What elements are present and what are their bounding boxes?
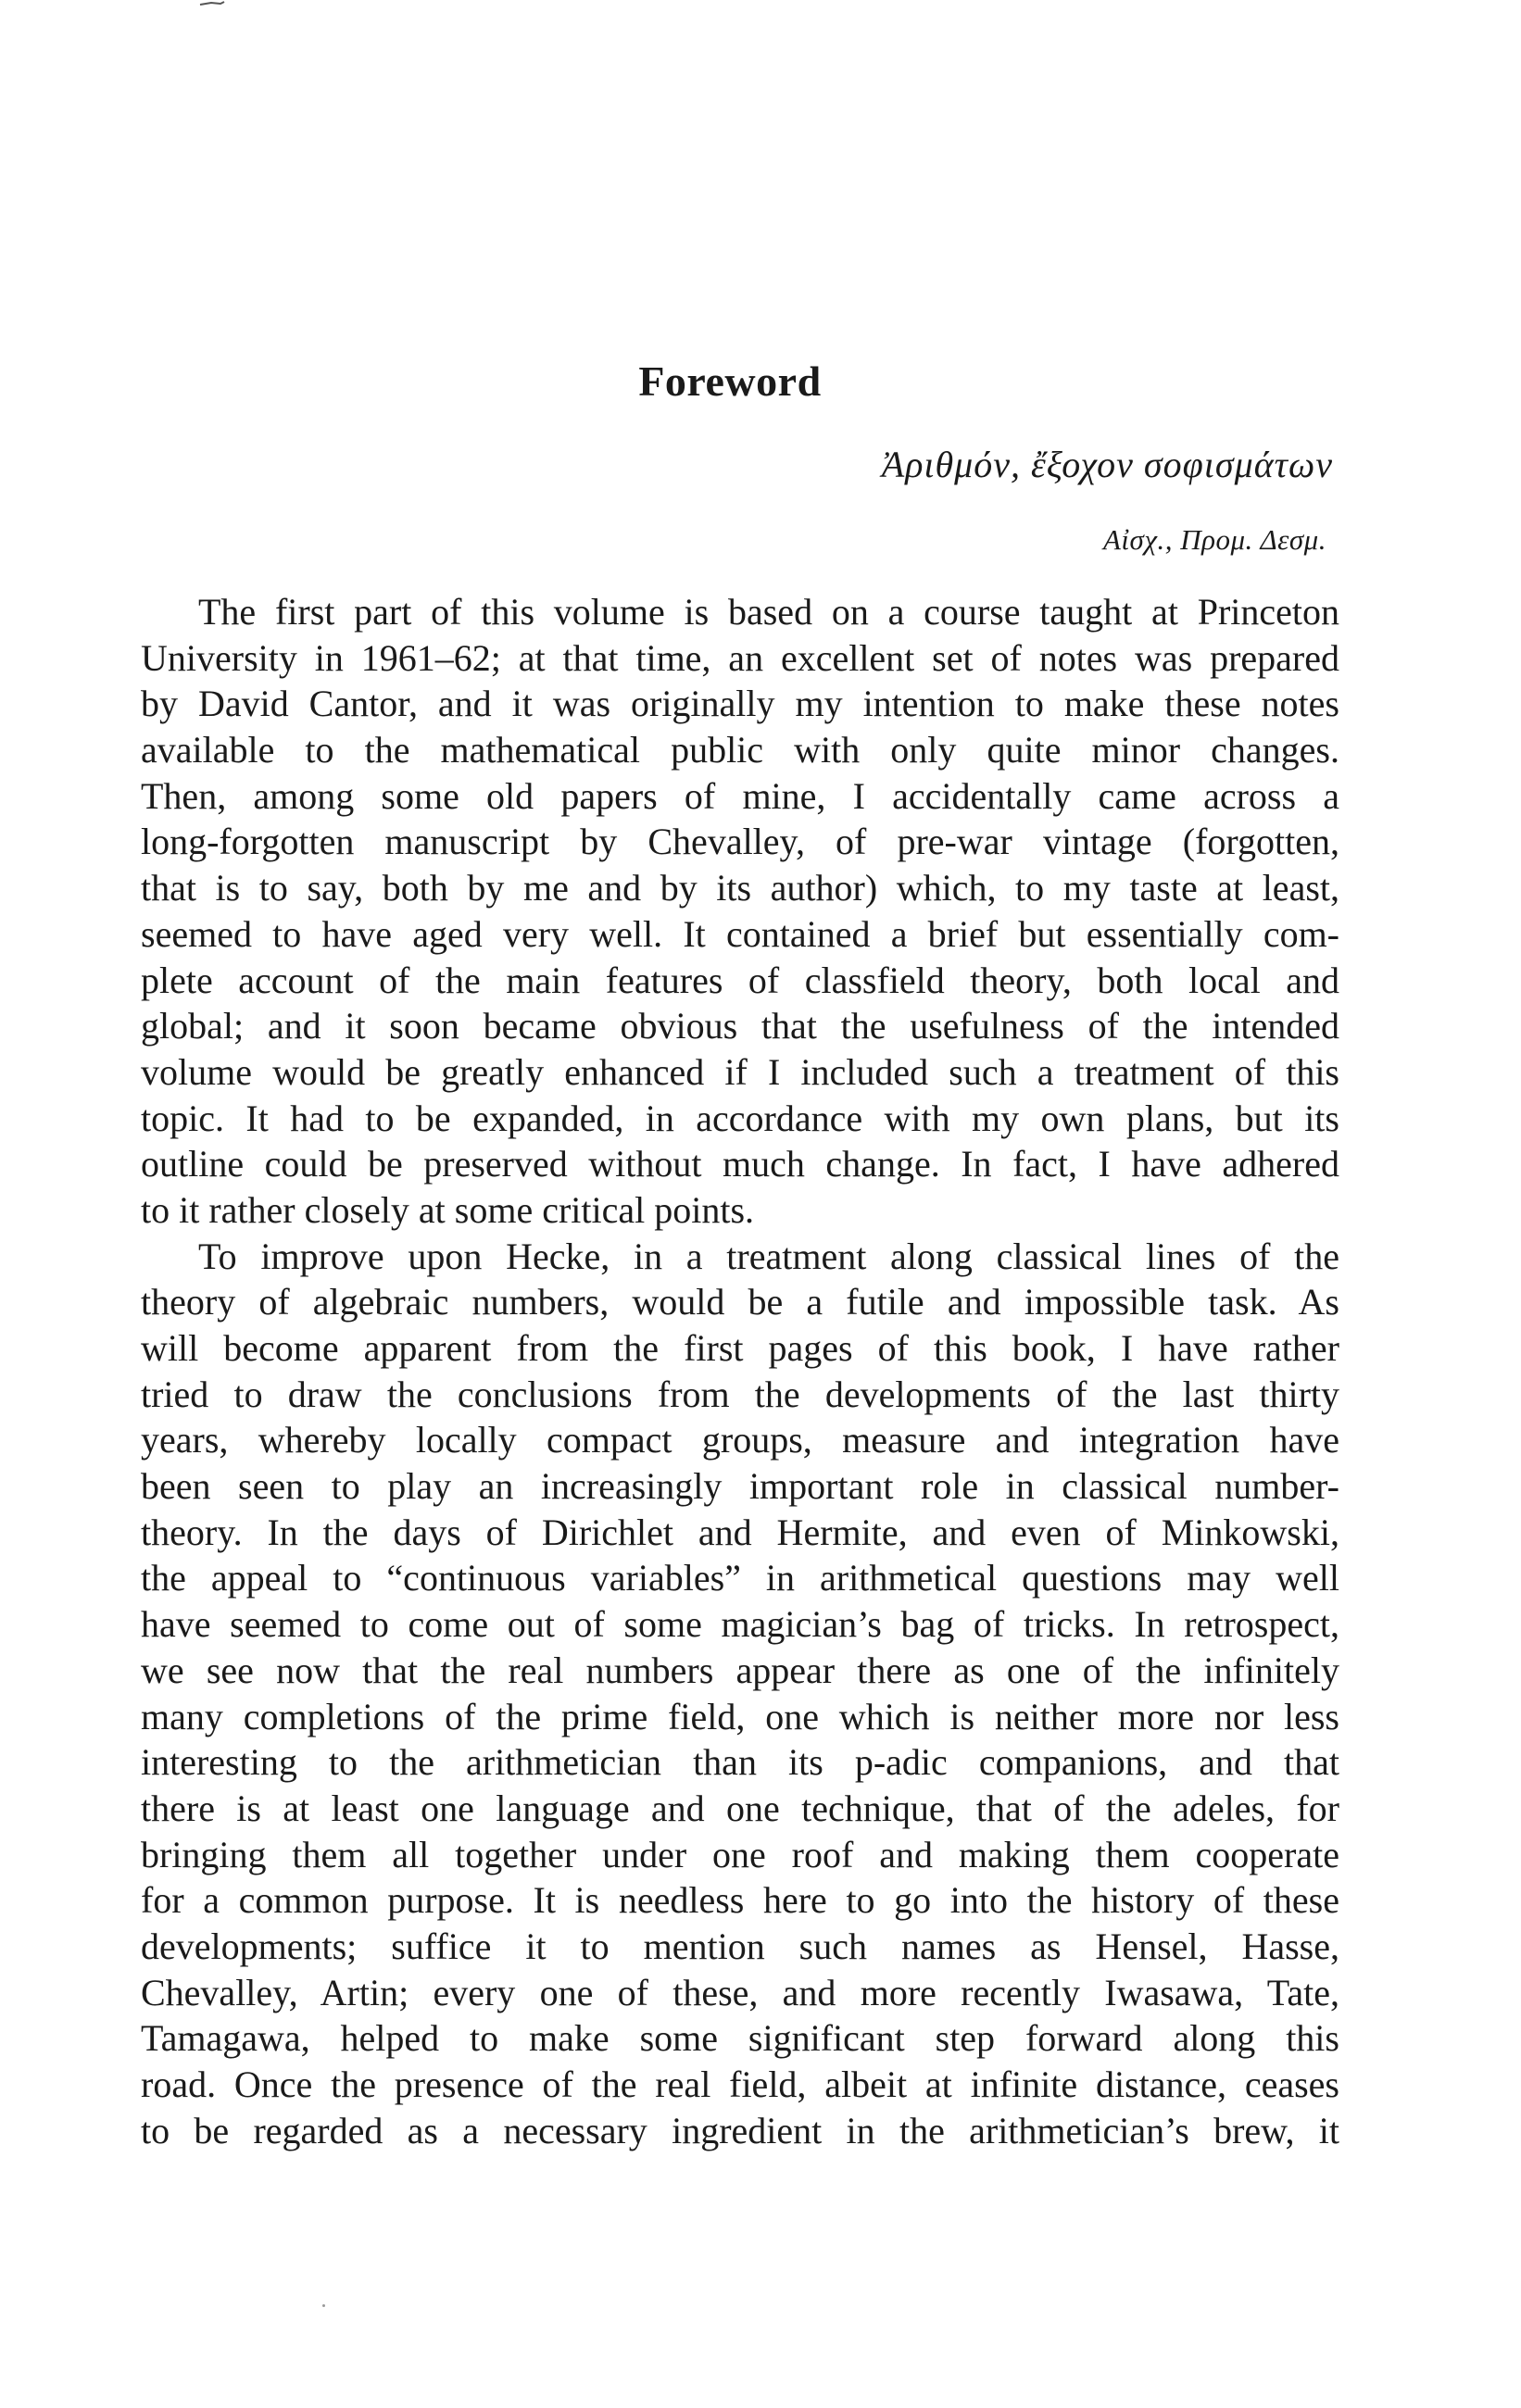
text-line: we see now that the real numbers appear there as one of the infinitely	[141, 1649, 1339, 1691]
text-line: University in 1961–62; at that time, an excellent set of notes was prepared	[141, 636, 1339, 679]
text-line: bringing them all together under one roof and making them cooperate	[141, 1833, 1339, 1875]
text-line: outline could be preserved without much change. In fact, I have adhered	[141, 1143, 1339, 1185]
text-line: the appeal to “continuous variables” in arithmetical questions may well	[141, 1557, 1339, 1599]
text-line: Chevalley, Artin; every one of these, and more recently Iwasawa, Tate,	[141, 1971, 1339, 2013]
text-line: global; and it soon became obvious that the usefulness of the intended	[141, 1005, 1339, 1047]
text-line: to it rather closely at some critical points.	[141, 1188, 755, 1231]
text-line: available to the mathematical public with only quite minor changes.	[141, 729, 1339, 771]
epigraph-quote: Ἀριθμόν, ἔξοχον σοφισμάτων	[881, 444, 1333, 485]
text-line: theory. In the days of Dirichlet and Hermite, and even of Minkowski,	[141, 1511, 1339, 1553]
text-line: Then, among some old papers of mine, I accidentally came across a	[141, 774, 1339, 817]
text-line: To improve upon Hecke, in a treatment along classical lines of the	[198, 1235, 1339, 1277]
text-line: tried to draw the conclusions from the developments of the last thirty	[141, 1373, 1339, 1415]
text-line: have seemed to come out of some magician’s bag of tricks. In retrospect,	[141, 1603, 1339, 1646]
scan-mark	[198, 0, 226, 7]
text-line: years, whereby locally compact groups, measure and integration have	[141, 1419, 1339, 1461]
text-line: topic. It had to be expanded, in accordance with my own plans, but its	[141, 1097, 1339, 1139]
text-line: many completions of the prime field, one which is neither more nor less	[141, 1695, 1339, 1737]
text-line: The first part of this volume is based on a course taught at Princeton	[198, 591, 1339, 633]
text-line: interesting to the arithmetician than its p-adic companions, and that	[141, 1741, 1339, 1784]
text-line: Tamagawa, helped to make some significant step forward along this	[141, 2017, 1339, 2060]
text-line: long-forgotten manuscript by Chevalley, of pre-war vintage (forgotten,	[141, 821, 1339, 863]
text-line: developments; suffice it to mention such names as Hensel, Hasse,	[141, 1925, 1339, 1967]
text-line: plete account of the main features of classfield theory, both local and	[141, 959, 1339, 1001]
text-line: for a common purpose. It is needless here to go into the history of these	[141, 1879, 1339, 1922]
text-line: been seen to play an increasingly important role in classical number-	[141, 1465, 1339, 1508]
text-line: by David Cantor, and it was originally my intention to make these notes	[141, 683, 1339, 725]
scan-speck	[322, 2304, 325, 2307]
text-line: that is to say, both by me and by its author) which, to my taste at least,	[141, 867, 1339, 909]
text-line: seemed to have aged very well. It contained a brief but essentially com-	[141, 912, 1339, 955]
text-line: volume would be greatly enhanced if I included such a treatment of this	[141, 1050, 1339, 1093]
text-line: will become apparent from the first pages of this book, I have rather	[141, 1327, 1339, 1369]
text-line: road. Once the presence of the real field, albeit at infinite distance, ceases	[141, 2063, 1339, 2105]
text-line: there is at least one language and one technique, that of the adeles, for	[141, 1787, 1339, 1829]
text-line: theory of algebraic numbers, would be a futile and impossible task. As	[141, 1281, 1339, 1323]
epigraph-source: Αἰσχ., Προμ. Δεσμ.	[1102, 523, 1326, 556]
paragraph-1	[141, 589, 1339, 1234]
paragraph-2	[141, 1234, 1339, 2154]
body-text	[141, 589, 1339, 2153]
text-line: to be regarded as a necessary ingredient in the arithmetician’s brew, it	[141, 2109, 1339, 2151]
page-title: Foreword	[638, 357, 822, 405]
